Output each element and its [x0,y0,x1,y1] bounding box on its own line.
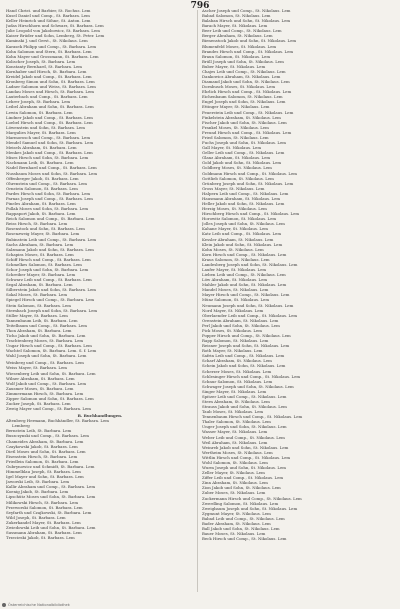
directory-entry: Hirschberg Hirsch und Comp., St. Nikolaus. Lem [202,211,300,217]
directory-entry: Eisenstein Hirsch, St. Barbara. Lem [6,453,78,459]
directory-entry: Ticho Jakob und Sohn, St. Barbara. Lem [6,333,86,338]
directory-entry: Wiesenberg Leib und Sohn, St. Barbara. Lem [6,370,96,376]
directory-entry: Weinreb Jakob und Sohn, St. Nikolaus. Lem [202,444,289,450]
directory-entry: Laufer Mayer, St. Nikolaus. Lem [202,266,267,272]
right-column [202,8,390,541]
directory-entry: Kornhaber und Hirsch, St. Barbara. Lem [6,68,87,74]
directory-entry: Buber Mayer, St. Nikolaus. Lem [202,63,266,69]
directory-entry: Barach Mayer, St. Nikolaus. Lem [202,23,268,29]
directory-entry: Rapp Salomon, St. Nikolaus. Lem [202,338,269,344]
footer-text: Österreichische Nationalbibliothek [8,603,70,607]
directory-entry: Konstanty Bernhard, St. Barbara. Lem [6,63,82,69]
directory-entry: Dornbusch Moses, St. Nikolaus. Lem [202,84,276,90]
directory-entry: Brüll Joseph und Sohn, St. Nikolaus. Lem [202,58,284,64]
directory-entry: Ettinger Mayer, St. Nikolaus. Lem [202,104,270,110]
directory-entry: Wachtel Salomon, St. Barbara. Lem. S. f. Lem [6,348,97,354]
directory-entry: Zimmermann Hirsch, St. Barbara. Lem [6,390,84,396]
directory-entry: Löw Abraham, St. Nikolaus. Lem [202,277,268,283]
directory-entry: Wahl Joseph und Sohn, St. Barbara. Lem [6,353,87,359]
directory-entry: Spitzer Leib und Comp., St. Nikolaus. Lem [202,393,287,399]
directory-entry: Teitelbaum und Comp., St. Barbara. Lem [6,322,87,328]
directory-entry: Kusel Daniel und Comp., St. Barbara. Lem [6,13,90,19]
directory-entry: Goldberg Moses, St. Nikolaus. Lem [202,165,272,171]
directory-entry: Lewin Salomon, St. Barbara. Lem [6,109,73,115]
directory-entry: Oberlaender Leib und Comp., St. Nikolaus. Lem [202,312,298,318]
directory-entry: Fuchs Joseph und Sohn, St. Nikolaus. Lem [202,140,286,146]
directory-entry: Eichenbaum Salomon, St. Nikolaus. Lem [202,94,283,100]
directory-entry: Nadel Bernhard und Comp., St. Barbara. Lem [6,165,97,171]
directory-entry: Ziffer Leib und Comp., St. Nikolaus. Lem [202,475,284,481]
directory-entry: Wild Joseph, St. Barbara. Lem [6,514,66,520]
directory-entry: Keller Heinrich und Söhne, St. Anton. Lem [6,18,91,24]
directory-entry: Herzig Moses, St. Nikolaus. Lem [202,206,267,212]
directory-entry: Pardes Hirsch und Sohn, St. Barbara. Lem [6,190,91,196]
directory-entry: Korn Hirsch und Comp., St. Nikolaus. Lem [202,251,287,257]
directory-entry: Babad Salomon, St. Nikolaus. Lem [202,13,271,19]
directory-entry: Sussmann Abraham, St. Barbara. Lem [6,529,82,535]
directory-entry: Fischer Jakob und Sohn, St. Nikolaus. Lem [202,119,287,125]
directory-entry: Zion Jakob und Sohn, St. Nikolaus. Lem [202,485,281,491]
directory-entry: Milikowski Hirsch, St. Barbara. Lem [6,499,79,505]
directory-entry: Julie Leopold von Jakobowicz, St. Barbara. Lem [6,28,100,34]
directory-entry: Beer Leib und Comp., St. Nikolaus. Lem [202,28,282,34]
directory-entry: Zipper Salomon und Sohn, St. Barbara. Lem [6,395,94,401]
directory-entry: Trzecieski Jakob, St. Barbara. Lem [6,535,75,541]
directory-entry: Schor Joseph und Sohn, St. Barbara. Lem [6,266,89,272]
directory-entry: Kohn Mayer und Grossmann, St. Barbara. Lem [6,53,99,59]
directory-entry: Schlesinger Hirsch und Comp., St. Nikolaus. Lem [202,373,301,379]
directory-entry: Wilner Abraham, St. Barbara. Lem [6,375,75,381]
directory-entry: Scharf Abraham, St. Nikolaus. Lem [202,358,272,364]
directory-entry: Salzmann Jakob und Sohn, St. Barbara. Lem [6,246,94,252]
directory-entry: Stein Salomon, St. Barbara. Lem [6,302,71,308]
directory-entry: Bauer Moses, St. Nikolaus. Lem [202,531,266,537]
directory-entry: Dankowicz Abraham, St. Nikolaus. Lem [202,74,281,80]
directory-entry: Gall Mayer, St. Nikolaus. Lem [202,145,262,151]
directory-entry: Finkelstein Abraham, St. Nikolaus. Lem [202,114,281,120]
directory-entry: Glanz Abraham, St. Nikolaus. Lem [202,155,271,161]
directory-entry: Gold Jakob und Sohn, St. Nikolaus. Lem [202,160,282,166]
directory-entry: Silberstein Jakob und Sohn, St. Barbara. Lem [6,287,96,293]
directory-entry: Offenberger Jakob, St. Barbara. Lem [6,175,79,181]
directory-entry: Ungar Hirsch und Comp., St. Barbara. Lem [6,343,92,349]
directory-entry: Engel Joseph und Sohn, St. Nikolaus. Lem [202,99,286,105]
directory-entry: Babad Leib und Comp., St. Nikolaus. Lem [202,515,285,521]
directory-entry: Wertheim Moses, St. Nikolaus. Lem [202,449,273,455]
directory-entry: Zukerkandel Mayer, St. Barbara. Lem [6,519,81,525]
directory-entry: Wittlin Hirsch und Comp., St. Nikolaus. Lem [202,454,291,460]
column-divider [197,10,198,592]
directory-entry: Blumenfeld Moses, St. Nikolaus. Lem [202,43,277,49]
directory-entry: Jolles Joseph und Sohn, St. Nikolaus. Lem [202,221,285,227]
directory-entry: Strauss Jakob und Sohn, St. Nikolaus. Lem [202,404,287,410]
directory-entry: Lemberg [12,423,30,429]
directory-entry: Mendel Samuel und Sohn, St. Barbara. Lem [6,140,94,146]
directory-entry: Fried Salomon, St. Nikolaus. Lem [202,134,269,140]
directory-entry: Ornstein Salomon, St. Barbara. Lem [6,185,78,191]
directory-entry: Reich Salomon und Comp., St. Barbara. Lem [6,216,95,222]
directory-entry: Kreidel Jakob und Comp., St. Barbara. Lem [6,74,92,80]
directory-entry: Weber Leib und Comp., St. Nikolaus. Lem [202,434,285,440]
directory-entry: Czaykowski Jakob, St. Barbara. Lem [6,443,78,449]
directory-entry: Chajes Leib und Comp., St. Nikolaus. Lem [202,68,286,74]
directory-entry: Popper Hirsch und Comp., St. Nikolaus. Lem [202,333,291,338]
directory-entry: Berger Abraham, St. Nikolaus. Lem [202,33,273,39]
directory-entry: Schnur Salomon, St. Nikolaus. Lem [202,378,273,384]
directory-entry: Przeworski Salomon, St. Barbara. Lem [6,504,83,510]
directory-entry: Sachs Abraham, St. Barbara. Lem [6,241,74,247]
directory-entry: Diamand Jakob und Sohn, St. Nikolaus. Lem [202,79,290,85]
directory-entry: Tannenbaum Leib, St. Barbara. Lem [6,317,78,323]
directory-entry: Spiegel Hirsch und Comp., St. Barbara. Lem [6,297,95,303]
directory-entry: Braun Salomon, St. Nikolaus. Lem [202,53,271,59]
directory-entry: Geller Leib und Comp., St. Nikolaus. Lem [202,150,285,156]
left-column [6,8,194,540]
directory-entry: Hausmann Abraham, St. Nikolaus. Lem [202,195,281,201]
directory-entry: Orenstein Abraham, St. Nikolaus. Lem [202,317,279,323]
directory-entry: Klein Jakob und Sohn, St. Nikolaus. Lem [202,241,283,247]
library-footer [2,603,70,607]
directory-entry: Ladner Salomon und Weiss, St. Barbara. Lem [6,84,96,90]
directory-entry: Balaban Hirsch und Sohn, St. Nikolaus. Lem [202,18,291,24]
directory-entry: Kallir Abraham und Comp., St. Barbara. Lem [6,484,96,490]
directory-entry: Sternbach Joseph und Sohn, St. Barbara. Lem [6,307,98,313]
directory-entry: Gross Mayer, St. Nikolaus. Lem [202,185,265,191]
directory-entry: Zausmer Moses, St. Barbara. Lem [6,385,74,391]
directory-entry: Landau Moses und Hirsch, St. Barbara. Lem [6,89,94,95]
directory-entry: Thon Abraham, St. Barbara. Lem [6,327,72,333]
directory-entry: Stiller Mayer, St. Barbara. Lem [6,312,68,318]
directory-entry: Rosenstock und Sohn, St. Barbara. Lem [6,226,85,232]
directory-entry: Segal Abraham, St. Barbara. Lem [6,282,73,288]
directory-entry: Lipschütz Moses und Sohn, St. Barbara. Lem [6,494,96,500]
directory-entry: Kolischer Joseph, St. Barbara. Lem [6,58,76,64]
directory-entry: Kraus Salomon, St. Nikolaus. Lem [202,256,270,262]
directory-entry: Schwager Joseph und Sohn, St. Nikolaus. Lem [202,383,294,389]
directory-entry: Ohrenstein und Comp., St. Barbara. Lem [6,180,87,186]
directory-entry: Judas Hirschhorn und Schwarz, St. Barbara. Lem [6,23,104,29]
directory-entry: Zuckermann Hirsch und Comp., St. Nikolaus. Lem [202,495,302,501]
directory-entry: Safrin Leib und Comp., St. Nikolaus. Lem [202,353,285,359]
directory-entry: Weinberg und Comp., St. Barbara. Lem [6,360,84,366]
directory-entry: Zweigbaum Joseph und Sohn, St. Nikolaus. Lem [202,505,298,511]
directory-entry: Ball Jakob und Sohn, St. Nikolaus. Lem [202,525,280,531]
directory-entry: Bader Abraham, St. Nikolaus. Lem [202,520,271,526]
directory-entry: Unger Joseph und Sohn, St. Nikolaus. Lem [202,424,287,430]
directory-entry: Halpern Leib und Comp., St. Nikolaus. Lem [202,190,289,196]
directory-entry: Rappaport Jakob, St. Barbara. Lem [6,211,76,217]
directory-entry: Mandel Moses, St. Nikolaus. Lem [202,287,269,293]
directory-entry: Zucker Joseph, St. Barbara. Lem [6,401,71,407]
directory-entry: Mayer Hirsch und Comp., St. Nikolaus. Lem [202,292,290,298]
directory-entry: Trachtenberg Moses, St. Barbara. Lem [6,338,84,344]
directory-entry: Stern Abraham, St. Nikolaus. Lem [202,399,270,405]
directory-entry: Brandes Hirsch und Comp., St. Nikolaus. Lem [202,48,294,54]
directory-entry: Zeller Mayer, St. Nikolaus. Lem [202,470,265,476]
directory-entry: Mises Hirsch und Sohn, St. Barbara. Lem [6,155,89,161]
directory-entry: Zinn Abraham, St. Nikolaus. Lem [202,480,268,486]
directory-entry: Kohn Moses, St. Nikolaus. Lem [202,246,264,252]
directory-entry: Lehrer Joseph, St. Barbara. Lem [6,99,71,105]
directory-entry: Sokal Moses, St. Barbara. Lem [6,292,68,298]
directory-entry: Feuerstein Leib und Comp., St. Nikolaus. Lem [202,109,294,115]
directory-entry: Schwarz Leib und Comp., St. Barbara. Lem [6,277,92,283]
directory-entry: Weiss Mayer, St. Barbara. Lem [6,365,67,371]
directory-entry: Kessler Abraham, St. Nikolaus. Lem [202,236,274,242]
directory-entry: Zweig Mayer und Comp., St. Barbara. Lem [6,406,91,412]
directory-entry: Mahler Jakob und Sohn, St. Nikolaus. Lem [202,282,287,288]
directory-entry: Neumann Joseph und Sohn, St. Nikolaus. Lem [202,302,294,308]
directory-entry: Goldmann Hirsch und Comp., St. Nikolaus. Lem [202,170,297,176]
directory-entry: Freund Hirsch und Comp., St. Nikolaus. Lem [202,129,292,135]
directory-entry: Tennenbaum Hirsch und Comp., St. Nikolaus. Lem [202,414,303,420]
directory-entry: Thaler Salomon, St. Nikolaus. Lem [202,419,271,425]
directory-entry: Margulies Mayer, St. Barbara. Lem [6,129,76,135]
directory-entry: Igel Mayer und Sohn, St. Barbara. Lem [6,474,84,480]
directory-entry: Menkes Jakob und Comp., St. Barbara. Lem [6,150,93,156]
directory-entry: Nachmann Leib, St. Barbara. Lem [6,160,74,166]
directory-entry: Löwenstein und Sohn, St. Barbara. Lem [6,124,85,130]
directory-entry: Katz Leib und Comp., St. Nikolaus. Lem [202,231,282,237]
directory-entry: Jaworski Leib, St. Barbara. Lem [6,479,70,485]
directory-entry: Zwerdling Salomon, St. Nikolaus. Lem [202,500,279,506]
directory-entry: Münz Salomon, St. Nikolaus. Lem [202,297,270,303]
directory-entry: Rosenzweig Mayer, St. Barbara. Lem [6,231,80,237]
directory-entry: Bernstein Leib, St. Barbara. Lem [6,428,72,434]
directory-entry: Zuber Moses, St. Nikolaus. Lem [202,490,266,496]
directory-entry: Schmelkes Salomon, St. Barbara. Lem [6,261,82,267]
directory-entry: Koenig Jakob, St. Barbara. Lem [6,489,69,495]
directory-entry: Reisner Joseph und Sohn, St. Nikolaus. Lem [202,343,290,349]
directory-entry: Beck Hirsch und Comp., St. Nikolaus. Lem [202,536,287,542]
directory-entry: Gottlieb Salomon, St. Nikolaus. Lem [202,175,274,181]
directory-entry: Frankel Moses, St. Nikolaus. Lem [202,124,269,130]
directory-entry: Nord Mayer, St. Nikolaus. Lem [202,307,264,313]
directory-entry: Horowitz Salomon, St. Nikolaus. Lem [202,216,277,222]
directory-entry: Kohn Salomon und Stern, St. Barbara. Lem [6,48,92,54]
directory-entry: Kaiser Brüder und Sohn, Lemberg, St. Peter. Lem [6,33,105,39]
directory-entry: Lieben Leib und Comp., St. Nikolaus. Lem [202,272,286,278]
directory-entry: Kronberg Simon und Sohn, St. Barbara. Lem [6,79,95,85]
directory-entry: B. Buchhandlungen. [77,413,123,419]
directory-entry: Wolf Jakob und Comp., St. Barbara. Lem [6,380,87,386]
directory-entry: Schiff Hirsch und Comp., St. Barbara. Lem [6,256,91,262]
page-number: 796 [190,1,210,11]
directory-entry: Grünberg Joseph und Sohn, St. Nikolaus. Lem [202,180,294,186]
directory-entry: Kahane Mayer, St. Nikolaus. Lem [202,226,268,232]
directory-entry: Reiss Hirsch, St. Barbara. Lem [6,221,68,227]
directory-entry: Pick Moses, St. Nikolaus. Lem [202,327,262,333]
directory-entry: Karasek Philipp und Comp., St. Barbara. Lem [6,43,97,49]
directory-entry: Wasser Mayer, St. Nikolaus. Lem [202,429,268,435]
directory-entry: Pollak Moses und Sohn, St. Barbara. Lem [6,206,89,212]
directory-entry: Wohl Salomon, St. Nikolaus. Lem [202,459,268,465]
directory-entry: Lauterbach und Comp., St. Barbara. Lem [6,94,88,100]
directory-entry: Rubinstein Leib und Comp., St. Barbara. Lem [6,236,97,242]
directory-entry: Wurm Joseph und Sohn, St. Nikolaus. Lem [202,465,286,471]
directory-entry: Ehrlich Hirsch und Comp., St. Nikolaus. Lem [202,89,292,95]
directory-entry: Loebel Hirsch und Comp., St. Barbara. Lem [6,119,93,125]
directory-entry: Gubrynowicz und Schmidt, St. Barbara. Lem [6,463,95,469]
directory-entry: Kaminski J. und Gerst., St. Nikolaus. Lem [6,38,88,44]
directory-entry: Ascher Joseph und Comp., St. Nikolaus. Lem [202,8,291,13]
directory-entry: Marmorosch und Comp., St. Barbara. Lem [6,134,91,140]
directory-entry: Chameides Abraham, St. Barbara. Lem [6,438,84,444]
directory-entry: Schreiber Mayer, St. Barbara. Lem [6,272,76,278]
directory-entry: Dietl Moses und Sohn, St. Barbara. Lem [6,448,86,454]
directory-entry: Heller Jakob und Sohn, St. Nikolaus. Lem [202,200,285,206]
directory-entry: Weil Abraham, St. Nikolaus. Lem [202,439,268,445]
directory-entry: Roth Mayer, St. Nikolaus. Lem [202,348,263,354]
directory-entry: Schapira Moses, St. Barbara. Lem [6,251,74,257]
directory-entry: Singer Mayer, St. Nikolaus. Lem [202,388,267,394]
directory-entry: Friedlein Salomon, St. Barbara. Lem [6,458,79,464]
directory-entry: Hand Christ. und Barbier, St. Rochus. Lem [6,8,91,13]
directory-entry: Altenberg Hermann, Buchhändler, St. Barbara. Lem [6,418,109,424]
directory-entry: Perl Jakob und Sohn, St. Nikolaus. Lem [202,322,280,328]
directory-entry: Schein Jakob und Sohn, St. Nikolaus. Lem [202,363,286,369]
directory-entry: Parnas Joseph und Comp., St. Barbara. Lem [6,195,93,201]
directory-entry: Scherzer Moses, St. Nikolaus. Lem [202,368,272,374]
directory-entry: Landesberg Joseph und Sohn, St. Nikolaus. Lem [202,261,298,267]
directory-entry: Nussbaum Moses und Sohn, St. Barbara. Lem [6,170,98,176]
directory-entry: Leibel Abraham und Sohn, St. Barbara. Lem [6,104,94,110]
directory-entry: Bienenstock Jakob und Sohn, St. Nikolaus. Lem [202,38,297,44]
directory-entry: Taub Moses, St. Nikolaus. Lem [202,409,264,415]
directory-entry: Pineles Abraham, St. Barbara. Lem [6,200,76,206]
directory-entry: Himmelblau Joseph, St. Barbara. Lem [6,469,81,475]
directory-entry: Zwiedowski Leib und Sohn, St. Barbara. Lem [6,524,96,530]
directory-entry: Seyfarth und Czajkowski, St. Barbara. Lem [6,509,92,515]
directory-entry: Lindner Jakob und Comp., St. Barbara. Lem [6,114,93,120]
directory-entry: Zygmunt Mayer, St. Nikolaus. Lem [202,510,271,516]
directory-entry: Meisels Abraham, St. Barbara. Lem [6,145,77,151]
library-logo-icon [2,603,6,607]
directory-entry: Buszczynski und Comp., St. Barbara. Lem [6,433,89,439]
